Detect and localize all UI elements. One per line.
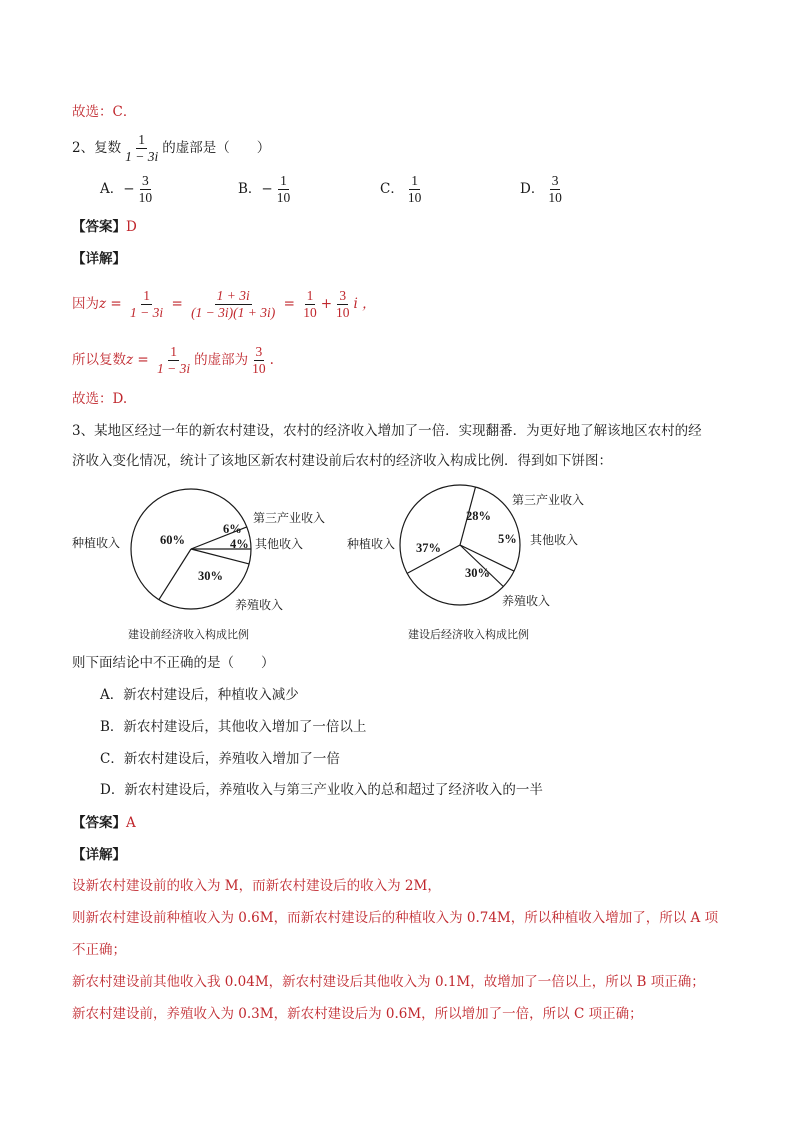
pie-after-title: 建设后经济收入构成比例 <box>408 628 529 641</box>
q2-option-d: D． $\frac{3}{10}$ <box>520 173 562 205</box>
q3-stem-line1: 3、某地区经过一年的新农村建设，农村的经济收入增加了一倍．实现翻番．为更好地了解该地区农村的经 <box>72 423 702 439</box>
q2-answer: 【答案】D <box>72 219 137 235</box>
pie-after <box>347 485 584 641</box>
q2-fraction: $\frac{1}{1 - 3i}$ <box>125 132 159 164</box>
pie-before-name-other: 其他收入 <box>255 537 304 551</box>
q2-suffix: 的虚部是（ ） <box>162 140 271 156</box>
pie-before-name-planting: 种植收入 <box>72 536 121 550</box>
q3-option-a: A．新农村建设后，种植收入减少 <box>100 687 299 703</box>
q3-option-b: B．新农村建设后，其他收入增加了一倍以上 <box>100 719 367 735</box>
q3-question: 则下面结论中不正确的是（ ） <box>72 655 275 671</box>
pie-before-label-4: 4% <box>230 537 249 551</box>
q2-stem <box>72 132 270 165</box>
q3-detail-line: 则新农村建设前种植收入为 0.6M，而新农村建设后的种植收入为 0.74M，所以种植收入增加了，所以 A 项 <box>72 910 719 926</box>
pie-before-label-60: 60% <box>160 533 185 547</box>
pie-after-name-breeding: 养殖收入 <box>502 594 551 608</box>
q3-detail-line: 设新农村建设前的收入为 M，而新农村建设后的收入为 2M， <box>72 878 441 894</box>
q3-answer: 【答案】A <box>72 815 136 831</box>
pie-after-label-5: 5% <box>498 532 517 546</box>
q2-option-a: A．− $\frac{3}{10}$ <box>100 173 153 205</box>
pie-after-name-other: 其他收入 <box>530 533 579 547</box>
q3-option-d: D．新农村建设后，养殖收入与第三产业收入的总和超过了经济收入的一半 <box>100 782 543 798</box>
q3-detail-line: 新农村建设前，养殖收入为 0.3M，新农村建设后为 0.6M，所以增加了一倍，所以 C 项正确； <box>72 1006 643 1022</box>
pie-after-name-planting: 种植收入 <box>347 537 396 551</box>
pie-after-name-tertiary: 第三产业收入 <box>512 493 585 507</box>
q2-prefix: 2、复数 <box>72 140 122 156</box>
pie-before-name-breeding: 养殖收入 <box>235 598 284 612</box>
q2-detail-tag: 【详解】 <box>72 251 126 267</box>
q2-option-c: C． $\frac{1}{10}$ <box>380 173 422 205</box>
pie-before <box>72 489 325 641</box>
pie-after-label-37: 37% <box>416 541 441 555</box>
q3-stem-line2: 济收入变化情况，统计了该地区新农村建设前后农村的经济收入构成比例．得到如下饼图： <box>72 453 612 469</box>
q2-final: 故选：D. <box>72 391 128 407</box>
q3-option-c: C．新农村建设后，养殖收入增加了一倍 <box>100 751 340 767</box>
q2-option-b: B．− $\frac{1}{10}$ <box>238 173 291 205</box>
q2-step2: 所以复数z = $\frac{1}{1 - 3i}$ 的虚部为 $\frac{3}{10}$ . <box>72 344 274 376</box>
q2-step1: 因为z = $\frac{1}{1 - 3i}$ = $\frac{1 + 3i}{(1 - 3i)(1 + 3i)}$ = $\frac{1}{10}$ + $\frac{3}{10}$ i ， <box>72 288 376 320</box>
pie-before-name-tertiary: 第三产业收入 <box>253 511 326 525</box>
q3-detail-tag: 【详解】 <box>72 847 126 863</box>
pie-after-label-28: 28% <box>466 509 491 523</box>
pie-before-label-30: 30% <box>198 569 223 583</box>
q3-detail-line: 新农村建设前其他收入我 0.04M，新农村建设后其他收入为 0.1M，故增加了一倍以上，所以 B 项正确； <box>72 974 705 990</box>
q3-detail-line: 不正确； <box>72 942 126 958</box>
pie-after-label-30: 30% <box>465 566 490 580</box>
pie-before-title: 建设前经济收入构成比例 <box>128 628 249 641</box>
previous-answer: 故选：C． <box>72 104 137 120</box>
pie-charts <box>60 476 620 646</box>
pie-before-label-6: 6% <box>223 522 242 536</box>
